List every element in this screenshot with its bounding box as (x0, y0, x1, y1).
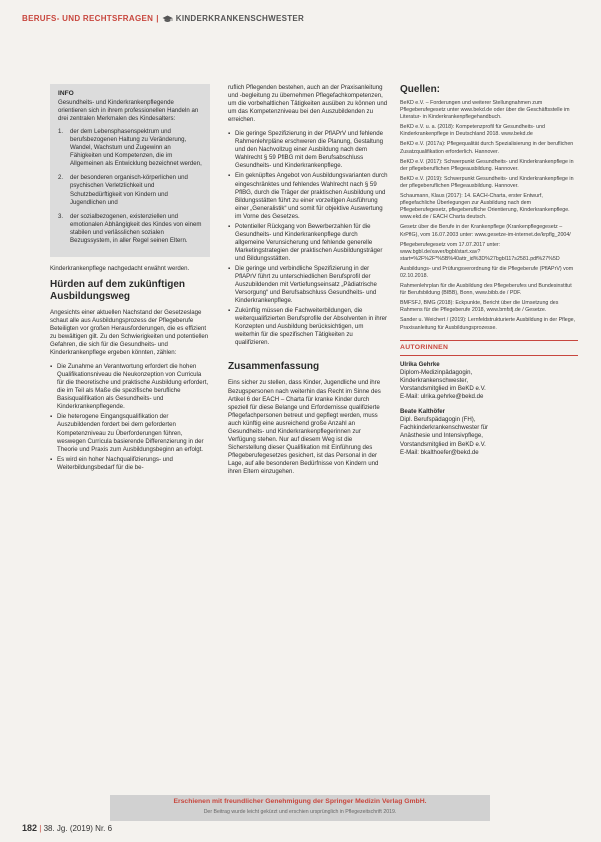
reference-item: Schaumann, Klaus (2017): 14. EACH-Charta, erster Entwurf, pflegefachliche Überlegungen zur Ausbildung nach dem Pflegeberufegesetz, pflegeberufliche Orientierung, Kinderkrankenpflege. www.ekd.de / EACH Charta deutsch. (400, 193, 570, 221)
column-right (400, 84, 578, 463)
author-line: Fachkinderkrankenschwester für (400, 424, 489, 432)
info-item-text: der besonderen organisch-körperlichen und psychischen Verletzlichkeit und Schutzbedürftigkeit von Kindern und Jugendlichen und (70, 174, 188, 206)
reference-item: Rahmenlehrplan für die Ausbildung des Pflegeberufes und Bundesinstitut für Berufsbildung (BIBB), Bonn, www.bibb.de / PDF. (400, 283, 572, 297)
author-line: Kinderkrankenschwester, (400, 377, 469, 385)
reference-item: BMFSFJ, BMG (2018): Eckpunkte, Bericht über die Umsetzung des Rahmens für die Pflegeberufe 2018, www.bmfsfj.de / Gesetze. (400, 300, 559, 314)
page-footer (22, 823, 112, 833)
info-item-number: 2. (58, 174, 64, 182)
reference-item: BeKD e.V. u. a. (2018): Kompetenzprofil für Gesundheits- und Kinderkrankenpflege in Deutschland 2018. www.bekd.de (400, 124, 545, 138)
info-title: INFO (58, 90, 74, 97)
author-name: Ulrika Gehrke (400, 360, 440, 368)
info-item-number: 3. (58, 212, 64, 220)
authors-heading: AUTORINNEN (400, 340, 578, 356)
column-left (50, 84, 210, 474)
header-separator: | (156, 14, 159, 23)
permission-notice: Erschienen mit freundlicher Genehmigung der Springer Medizin Verlag GmbH. (173, 798, 427, 805)
info-box (50, 84, 210, 257)
source-notice: Der Beitrag wurde leicht gekürzt und erschien ursprünglich in Pflegezeitschrift 2019. (203, 809, 397, 815)
bullet-item: ▪ Die Zunahme an Verantwortung erfordert die hohen Qualifikationsniveau die Neukonzeption von Curricula für die theoretische und praktische Ausbildung erfordert, die im Teil als Maße die spezifische berufliche Basisqualifikation als Gesundheits- und Kinderkrankenpflegende. (50, 363, 210, 411)
bullet-item: ▪ Die geringe und verbindliche Spezifizierung in der PflAPrV führt zu unterschiedlichen Berufsprofil der Auszubildenden mit Vertiefungseinsatz „Pädiatrische Versorgung“ und Berufsabschluss Gesundheits- und Kinderkrankenpflege. (228, 265, 388, 305)
bullet-item: ▪ Es wird ein hoher Nachqualifizierungs- und Weiterbildungsbedarf für die be- (50, 456, 210, 472)
bullet-item: ▪ Ein geknüpftes Angebot von Ausbildungsvarianten durch eingeschränktes und fehlendes Wahlrecht nach § 59 PflBG, durch die Träger der praktischen Ausbildung und Bildungsstätten führt zu einer vorzeitigen Ausführung einer „Generalistik“ und somit für objektive Auswertung im Vorne des Gesetzes. (228, 172, 388, 220)
info-item-text: der sozialbezogenen, existenziellen und emotionalen Abhängigkeit des Kindes von einem stabilen und verlässlichen sozialen Bezugssystem, in aller Regel seinen Eltern. (70, 212, 202, 244)
author-name: Beate Kalthöfer (400, 407, 446, 415)
info-intro: Gesundheits- und Kinderkrankenpflegende orientieren sich in ihrem professionellen Handeln an drei zentralen Merkmalen des Kindesalters: (58, 99, 199, 123)
section-heading: Zusammenfassung (228, 361, 320, 373)
paragraph: Kinderkrankenpflege nachgedacht erwähnt werden. (50, 264, 190, 272)
info-item (58, 213, 202, 245)
header-section-label: BERUFS- UND RECHTSFRAGEN (22, 14, 154, 23)
bullet-item: ▪ Die geringe Spezifizierung in der PflAPrV und fehlende Rahmenlehrpläne erschweren die Planung, Gestaltung und den Nachvollzug einer Ausbildung nach dem Wahlrecht § 59 PflBG mit dem Berufsabschluss Gesundheits- und Kinderkrankenpflege. (228, 130, 388, 170)
reference-item: Gesetz über die Berufe in der Krankenpflege (Krankenpflegegesetz – KrPflG), vom 16.07.2003 unter: www.gesetze-im-internet.de/krpflg_2004/ (400, 224, 571, 238)
author-email[interactable]: E-Mail: ulrika.gehrke@bekd.de (400, 393, 484, 401)
info-item (58, 174, 202, 206)
author-line: Diplom-Medizinpädagogin, (400, 368, 473, 376)
bullet-list (228, 130, 388, 347)
author-line: Dipl. Berufspädagogin (FH), (400, 415, 476, 423)
author-email[interactable]: E-Mail: bkalthoefer@bekd.de (400, 448, 479, 456)
reference-list (400, 100, 578, 332)
header-subject-label: KINDERKRANKENSCHWESTER (175, 14, 305, 23)
graduation-cap-icon (162, 15, 173, 23)
issue-label: 38. Jg. (2019) Nr. 6 (43, 824, 113, 833)
author-block (400, 361, 578, 402)
bullet-item: ▪ Potentieller Rückgang von Bewerberzahlen für die Gesundheits- und Kinderkrankenpflege durch allgemeine Verunsicherung und fehlende generelle Marketingstrategien der praktischen Ausbildungsträger und Bildungsstätten. (228, 223, 388, 263)
info-item (58, 128, 202, 168)
reference-item: BeKD e.V. (2017): Schwerpunkt Gesundheits- und Kinderkrankenpflege in der pflegeberuflichen Pflegeausbildung. Hannover. (400, 158, 574, 172)
section-heading: Hürden auf dem zukünftigen Ausbildungsweg (50, 278, 185, 302)
reference-item: BeKD e.V. (2019): Schwerpunkt Gesundheits- und Kinderkrankenpflege in der pflegeberuflichen Pflegeausbildung. Hannover. (400, 175, 574, 189)
page-number: 182 (22, 823, 38, 833)
column-middle (228, 84, 388, 482)
paragraph: Angesichts einer aktuellen Nachstand der Gesetzeslage schaut alle aus Ausbildungsprozess der Pflegeberufe Beteiligten vor großen Herausforderungen, die es effizient zu bewältigen gilt. Zu den Schwierigkeiten und potentiellen Gefahren, die sich für die Gesundheits- und Kinderkrankenpflege ergeben könnten, zählen: (50, 308, 209, 357)
info-list (58, 128, 202, 245)
bullet-item: ▪ Die heterogene Eingangsqualifikation der Auszubildenden fordert bei dem geforderten Kompetenzniveau zu Überforderungen führen, weswegen Curricula basierende Differenzierung in der Theorie und Praxis zum Ausbildungsbeginn an erfolgt. (50, 413, 210, 453)
author-line: Anästhesie und Intensivpflege, (400, 432, 484, 440)
bullet-item: ▪ Zukünftig müssen die Fachweiterbildungen, die weiterqualifizierten Berufsprofile der Absolventen in ihrer Konzepten und Ausbildung berücksichtigen, um weiterhin für die spezifischen Tätigkeiten zu qualifizieren. (228, 307, 388, 347)
reference-item: Pflegeberufegesetz vom 17.07.2017 unter: www.bgbl.de/xaver/bgbl/start.xav?start=%2F%2F*%5B%40attr_id%3D%27bgbl117s2581.pdf%27%5D (400, 241, 560, 262)
bullet-list (50, 363, 210, 472)
sources-heading: Quellen: (400, 84, 441, 95)
reference-item: BeKD e.V. – Forderungen und weiterer Stellungnahmen zum Pflegeberufegesetz unter www.bekd.de oder über die Geschäftsstelle im Literatur- in Kinderkrankenpflegehandbuch. (400, 100, 570, 121)
info-item-text: der dem Lebensphasenspektrum und berufsbezogenen Haltung zu Veränderung, Wandel, Wachstum und Zugewinn an Fähigkeiten und Kompetenzen, die im Allgemeinen als Entwicklung bezeichnet werden, (70, 128, 202, 168)
author-line: Vorstandsmitglied im BeKD e.V. (400, 440, 486, 448)
running-header (22, 14, 582, 23)
footer-separator: | (39, 824, 42, 833)
author-block (400, 408, 578, 457)
info-item-number: 1. (58, 128, 64, 136)
reference-item: BeKD e.V. (2017a): Pflegequalität durch Spezialisierung in der beruflichen Zusatzqualifikation erforderlich. Hannover. (400, 141, 574, 155)
reference-item: Ausbildungs- und Prüfungsverordnung für die Pflegeberufe (PflAPrV) vom 02.10.2018. (400, 265, 574, 279)
paragraph: ruflich Pflegenden bestehen, auch an der Praxisanleitung und -begleitung zu übernehmen Pflegefachkompetenzen, um die vorbehaltlichen Tätigkeiten ausüben zu können und um das Kompetenzniveau bei den Auszubildenden zu erreichen. (228, 84, 388, 124)
paragraph: Eins sicher zu stellen, dass Kinder, Jugendliche und ihre Bezugspersonen nach weiterhin das Recht im Sinne des Artikel 6 der EACH – Charta für kranke Kinder durch speziell für diese Belange und Erfordernisse qualifizierte Pflegefachpersonen betreut und gepflegt werden, muss auch künftig eine ausreichend große Anzahl an Gesundheits- und Kinderkrankenpflegerinnen zur Verfügung stehen. Nur auf diesem Weg ist die Sicherstellung dieser Qualifikation mit Einführung des Pflegeberufegesetzes gesichert, ist das Personal in der Lage, auf alle besonderen Bedürfnisse von Kindern und ihren Eltern einzugehen. (228, 379, 381, 475)
reference-item: Sander u. Weichert / (2019): Lernfeldstrukturierte Ausbildung in der Pflege, Praxisanleitung für Ausbildungsprozesse. (400, 317, 576, 331)
author-line: Vorstandsmitglied im BeKD e.V. (400, 385, 486, 393)
